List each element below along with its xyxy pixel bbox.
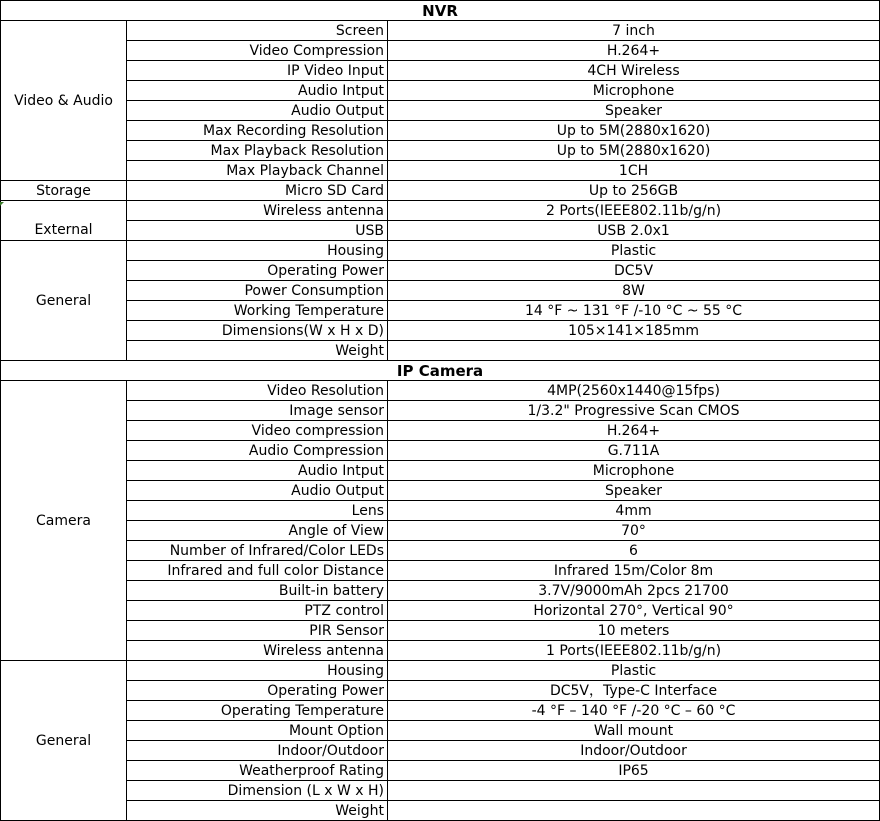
spec-value: DC5V，Type-C Interface <box>388 681 880 701</box>
spec-label: Lens <box>127 501 388 521</box>
spec-row <box>1 41 880 61</box>
spec-value: Up to 256GB <box>388 181 880 201</box>
spec-label: Built-in battery <box>127 581 388 601</box>
spec-row <box>1 601 880 621</box>
group-label-general: General <box>1 661 127 821</box>
spec-row <box>1 801 880 821</box>
spec-row <box>1 261 880 281</box>
spec-value: 4mm <box>388 501 880 521</box>
spec-row <box>1 181 880 201</box>
spec-label: Audio Output <box>127 101 388 121</box>
spec-label: Power Consumption <box>127 281 388 301</box>
spec-value: 6 <box>388 541 880 561</box>
spec-label: Max Playback Channel <box>127 161 388 181</box>
spec-label: PIR Sensor <box>127 621 388 641</box>
spec-row <box>1 221 880 241</box>
spec-row <box>1 781 880 801</box>
spec-label: Operating Temperature <box>127 701 388 721</box>
spec-value: 1/3.2" Progressive Scan CMOS <box>388 401 880 421</box>
spec-value: 1CH <box>388 161 880 181</box>
spec-label: Indoor/Outdoor <box>127 741 388 761</box>
spec-value: 14 °F ~ 131 °F /-10 °C ~ 55 °C <box>388 301 880 321</box>
spec-value: 4CH Wireless <box>388 61 880 81</box>
spec-value: Infrared 15m/Color 8m <box>388 561 880 581</box>
spec-label: Housing <box>127 661 388 681</box>
spec-label: Video compression <box>127 421 388 441</box>
spec-row <box>1 541 880 561</box>
spec-row <box>1 701 880 721</box>
spec-row <box>1 241 880 261</box>
spec-value: IP65 <box>388 761 880 781</box>
spec-row <box>1 581 880 601</box>
spec-row <box>1 301 880 321</box>
spec-value <box>388 341 880 361</box>
spec-label: Operating Power <box>127 681 388 701</box>
spec-row <box>1 341 880 361</box>
spec-row <box>1 681 880 701</box>
spec-label: Video Compression <box>127 41 388 61</box>
section-title: IP Camera <box>1 361 880 381</box>
spec-label: Weight <box>127 801 388 821</box>
spec-label: Weatherproof Rating <box>127 761 388 781</box>
spec-row <box>1 721 880 741</box>
group-label-general: General <box>1 241 127 361</box>
spec-value: 3.7V/9000mAh 2pcs 21700 <box>388 581 880 601</box>
spec-value: H.264+ <box>388 41 880 61</box>
spec-value: 2 Ports(IEEE802.11b/g/n) <box>388 201 880 221</box>
spec-label: Operating Power <box>127 261 388 281</box>
spec-row <box>1 761 880 781</box>
spec-label: Micro SD Card <box>127 181 388 201</box>
spec-row <box>1 641 880 661</box>
spec-label: Audio Compression <box>127 441 388 461</box>
section-header-row <box>1 361 880 381</box>
spec-label: Wireless antenna <box>127 201 388 221</box>
spec-value: Indoor/Outdoor <box>388 741 880 761</box>
spec-row <box>1 741 880 761</box>
spec-row <box>1 441 880 461</box>
spec-value: 8W <box>388 281 880 301</box>
spec-row <box>1 481 880 501</box>
spec-label: Mount Option <box>127 721 388 741</box>
spec-label: Max Playback Resolution <box>127 141 388 161</box>
spec-value: Speaker <box>388 481 880 501</box>
spec-value: Wall mount <box>388 721 880 741</box>
spec-value: Plastic <box>388 661 880 681</box>
spec-value <box>388 781 880 801</box>
spec-row <box>1 661 880 681</box>
spec-label: Weight <box>127 341 388 361</box>
spec-label: Angle of View <box>127 521 388 541</box>
spec-row <box>1 121 880 141</box>
spec-row <box>1 81 880 101</box>
spec-table-body <box>1 1 880 821</box>
spec-label: Dimensions(W x H x D) <box>127 321 388 341</box>
spec-row <box>1 141 880 161</box>
spec-row <box>1 101 880 121</box>
spec-row <box>1 561 880 581</box>
spec-row <box>1 21 880 41</box>
spec-label: Dimension (L x W x H) <box>127 781 388 801</box>
spec-label: Infrared and full color Distance <box>127 561 388 581</box>
spec-value: 7 inch <box>388 21 880 41</box>
spec-label: Audio Intput <box>127 81 388 101</box>
spec-value: 1 Ports(IEEE802.11b/g/n) <box>388 641 880 661</box>
spec-row <box>1 61 880 81</box>
spec-label: Working Temperature <box>127 301 388 321</box>
spec-label: Max Recording Resolution <box>127 121 388 141</box>
spec-row <box>1 281 880 301</box>
spec-value: 70° <box>388 521 880 541</box>
spec-row <box>1 501 880 521</box>
section-header-row <box>1 1 880 21</box>
spec-label: Audio Intput <box>127 461 388 481</box>
group-label-storage: Storage <box>1 181 127 201</box>
group-label-external: External <box>1 201 127 241</box>
spec-row <box>1 621 880 641</box>
spec-row <box>1 401 880 421</box>
spec-label: Image sensor <box>127 401 388 421</box>
group-label-video-audio: Video & Audio <box>1 21 127 181</box>
spec-value <box>388 801 880 821</box>
spec-label: PTZ control <box>127 601 388 621</box>
section-title: NVR <box>1 1 880 21</box>
spec-label: Screen <box>127 21 388 41</box>
spec-value: 105×141×185mm <box>388 321 880 341</box>
spec-value: G.711A <box>388 441 880 461</box>
spec-value: Speaker <box>388 101 880 121</box>
spec-row <box>1 421 880 441</box>
spec-value: Microphone <box>388 461 880 481</box>
spec-value: H.264+ <box>388 421 880 441</box>
spec-label: Audio Output <box>127 481 388 501</box>
spec-value: Up to 5M(2880x1620) <box>388 141 880 161</box>
spec-value: -4 °F – 140 °F /-20 °C – 60 °C <box>388 701 880 721</box>
spec-row <box>1 321 880 341</box>
spec-row <box>1 521 880 541</box>
spec-label: Wireless antenna <box>127 641 388 661</box>
spec-value: Horizontal 270°, Vertical 90° <box>388 601 880 621</box>
spec-row <box>1 201 880 221</box>
spec-value: Plastic <box>388 241 880 261</box>
cell-corner-mark <box>0 202 4 206</box>
spec-label: Housing <box>127 241 388 261</box>
spec-label: Video Resolution <box>127 381 388 401</box>
spec-value: DC5V <box>388 261 880 281</box>
spec-row <box>1 461 880 481</box>
spec-value: 4MP(2560x1440@15fps) <box>388 381 880 401</box>
spec-label: IP Video Input <box>127 61 388 81</box>
group-label-camera: Camera <box>1 381 127 661</box>
spec-row <box>1 161 880 181</box>
spec-value: 10 meters <box>388 621 880 641</box>
spec-value: Up to 5M(2880x1620) <box>388 121 880 141</box>
spec-value: Microphone <box>388 81 880 101</box>
spec-label: Number of Infrared/Color LEDs <box>127 541 388 561</box>
spec-label: USB <box>127 221 388 241</box>
spec-value: USB 2.0x1 <box>388 221 880 241</box>
spec-row <box>1 381 880 401</box>
